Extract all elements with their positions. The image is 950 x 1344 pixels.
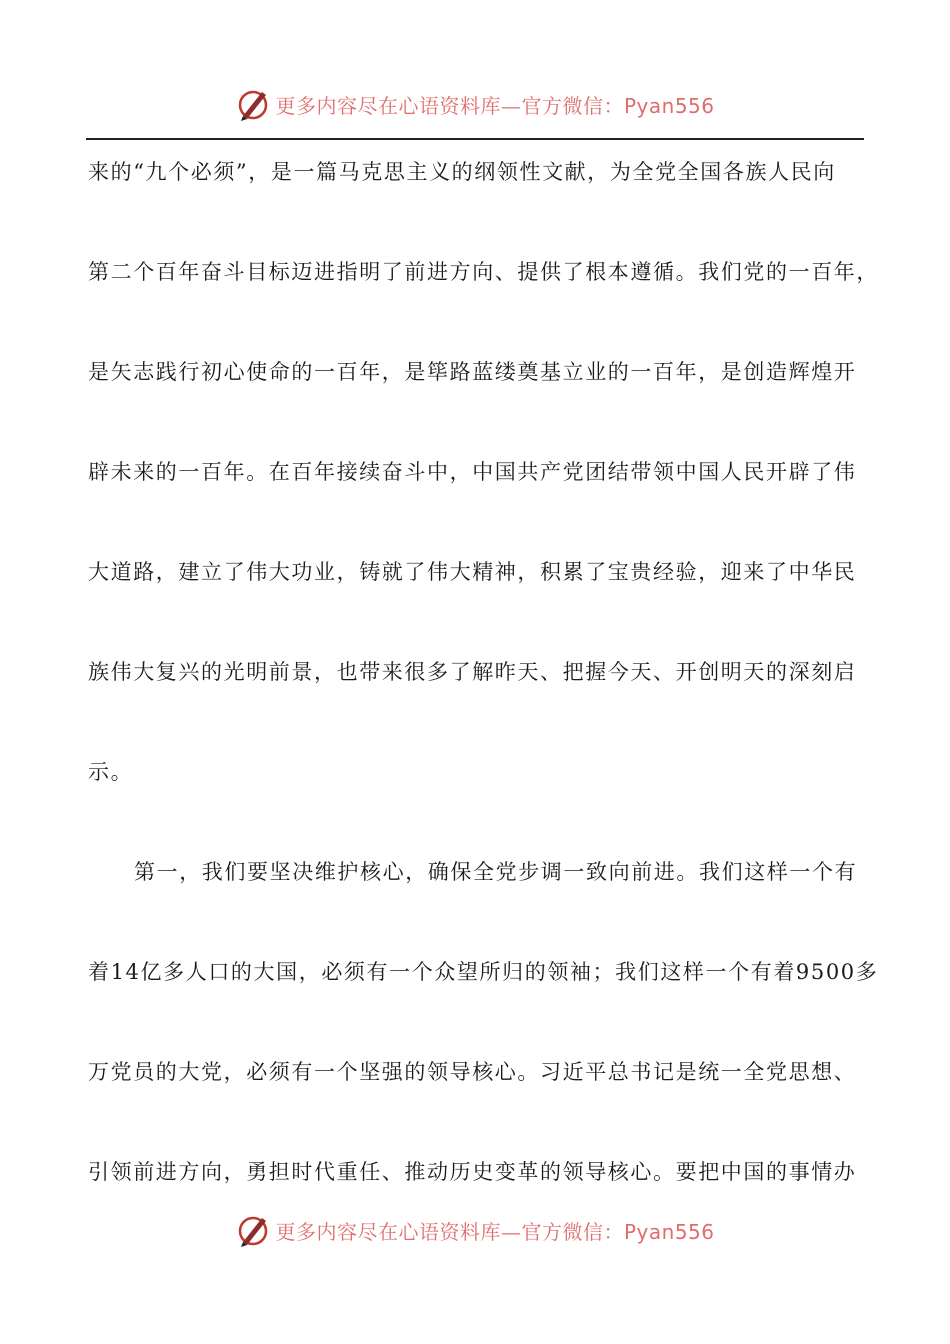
header-divider bbox=[86, 138, 864, 140]
body-line: 大道路，建立了伟大功业，铸就了伟大精神，积累了宝贵经验，迎来了中华民 bbox=[88, 560, 857, 584]
body-line: 第二个百年奋斗目标迈进指明了前进方向、提供了根本遵循。我们党的一百年， bbox=[88, 260, 879, 284]
body-line: 来的“九个必须”，是一篇马克思主义的纲领性文献，为全党全国各族人民向 bbox=[88, 160, 836, 184]
pen-circle-logo-icon bbox=[235, 86, 271, 122]
body-line: 辟未来的一百年。在百年接续奋斗中，中国共产党团结带领中国人民开辟了伟 bbox=[88, 460, 857, 484]
header-wechat-id: Pyan556 bbox=[623, 93, 715, 118]
document-body bbox=[88, 146, 879, 1246]
header-banner bbox=[0, 80, 950, 128]
footer-banner-label: 更多内容尽在心语资料库—官方微信： bbox=[275, 1219, 624, 1244]
body-line: 族伟大复兴的光明前景，也带来很多了解昨天、把握今天、开创明天的深刻启 bbox=[88, 660, 857, 684]
footer-banner bbox=[0, 1206, 950, 1254]
body-line: 万党员的大党，必须有一个坚强的领导核心。习近平总书记是统一全党思想、 bbox=[88, 1060, 857, 1084]
body-line: 是矢志践行初心使命的一百年，是筚路蓝缕奠基立业的一百年，是创造辉煌开 bbox=[88, 360, 857, 384]
header-banner-label: 更多内容尽在心语资料库—官方微信： bbox=[275, 93, 624, 118]
body-line: 引领前进方向，勇担时代重任、推动历史变革的领导核心。要把中国的事情办 bbox=[88, 1160, 857, 1184]
footer-wechat-id: Pyan556 bbox=[623, 1219, 715, 1244]
footer-banner-text bbox=[275, 1216, 714, 1245]
pen-circle-logo-icon bbox=[235, 1212, 271, 1248]
header-banner-text bbox=[275, 90, 714, 119]
body-line-paragraph-start: 第一，我们要坚决维护核心，确保全党步调一致向前进。我们这样一个有 bbox=[134, 860, 858, 884]
body-line: 着14亿多人口的大国，必须有一个众望所归的领袖；我们这样一个有着9500多 bbox=[88, 960, 879, 984]
body-line: 示。 bbox=[88, 760, 134, 784]
